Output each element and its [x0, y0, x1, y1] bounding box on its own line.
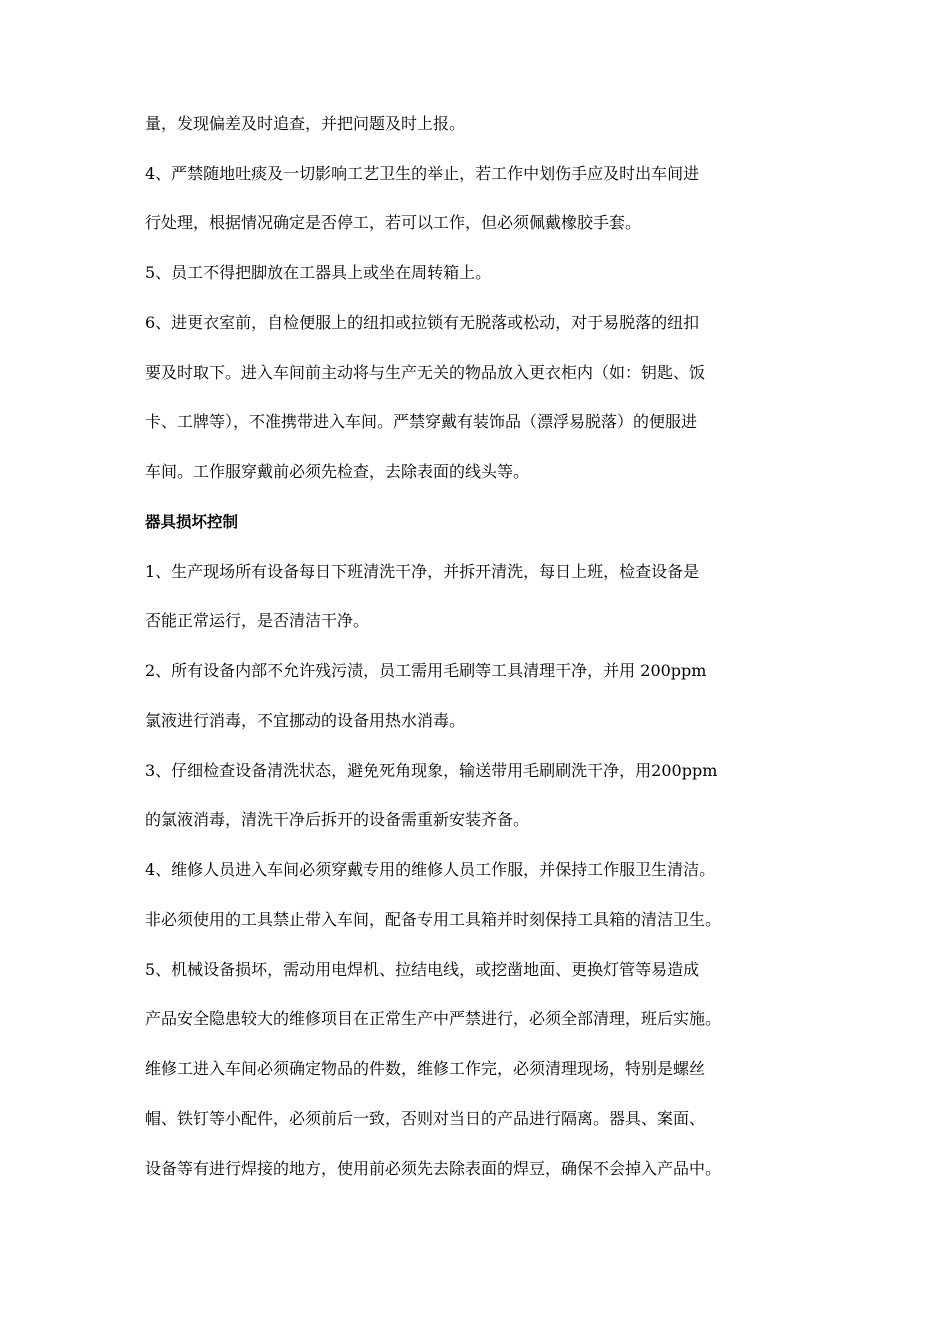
- paragraph-line: 维修工进入车间必须确定物品的件数，维修工作完，必须清理现场，特别是螺丝: [145, 1059, 706, 1078]
- paragraph-line: 3、仔细检查设备清洗状态，避免死角现象，输送带用毛刷刷洗干净，用200ppm: [145, 761, 718, 780]
- paragraph-line: 氯液进行消毒，不宜挪动的设备用热水消毒。: [145, 711, 466, 730]
- paragraph-line: 要及时取下。进入车间前主动将与生产无关的物品放入更衣柜内（如：钥匙、饭: [145, 363, 706, 382]
- paragraph-line: 车间。工作服穿戴前必须先检查，去除表面的线头等。: [145, 462, 530, 481]
- section-heading: 器具损坏控制: [145, 513, 239, 531]
- paragraph-line: 6、进更衣室前，自检便服上的纽扣或拉锁有无脱落或松动，对于易脱落的纽扣: [145, 313, 700, 332]
- paragraph-line: 产品安全隐患较大的维修项目在正常生产中严禁进行，必须全部清理，班后实施。: [145, 1009, 722, 1028]
- paragraph-line: 5、机械设备损坏，需动用电焊机、拉结电线，或挖凿地面、更换灯管等易造成: [145, 960, 700, 979]
- paragraph-line: 行处理，根据情况确定是否停工，若可以工作，但必须佩戴橡胶手套。: [145, 213, 642, 232]
- paragraph-line: 4、严禁随地吐痰及一切影响工艺卫生的举止，若工作中划伤手应及时出车间进: [145, 164, 700, 183]
- paragraph-line: 量，发现偏差及时追查，并把问题及时上报。: [145, 114, 466, 133]
- paragraph-line: 非必须使用的工具禁止带入车间，配备专用工具箱并时刻保持工具箱的清洁卫生。: [145, 910, 722, 929]
- paragraph-line: 1、生产现场所有设备每日下班清洗干净，并拆开清洗，每日上班，检查设备是: [145, 562, 700, 581]
- paragraph-line: 卡、工牌等），不准携带进入车间。严禁穿戴有装饰品（漂浮易脱落）的便服进: [145, 412, 698, 431]
- paragraph-line: 帽、铁钉等小配件，必须前后一致，否则对当日的产品进行隔离。器具、案面、: [145, 1109, 706, 1128]
- paragraph-line: 的氯液消毒，清洗干净后拆开的设备需重新安装齐备。: [145, 810, 530, 829]
- paragraph-line: 4、维修人员进入车间必须穿戴专用的维修人员工作服，并保持工作服卫生清洁。: [145, 860, 716, 879]
- paragraph-line: 否能正常运行，是否清洁干净。: [145, 611, 370, 630]
- paragraph-line: 设备等有进行焊接的地方，使用前必须先去除表面的焊豆，确保不会掉入产品中。: [145, 1159, 722, 1178]
- paragraph-line: 2、所有设备内部不允许残污渍，员工需用毛刷等工具清理干净，并用 200ppm: [145, 661, 707, 680]
- paragraph-line: 5、员工不得把脚放在工器具上或坐在周转箱上。: [145, 263, 492, 282]
